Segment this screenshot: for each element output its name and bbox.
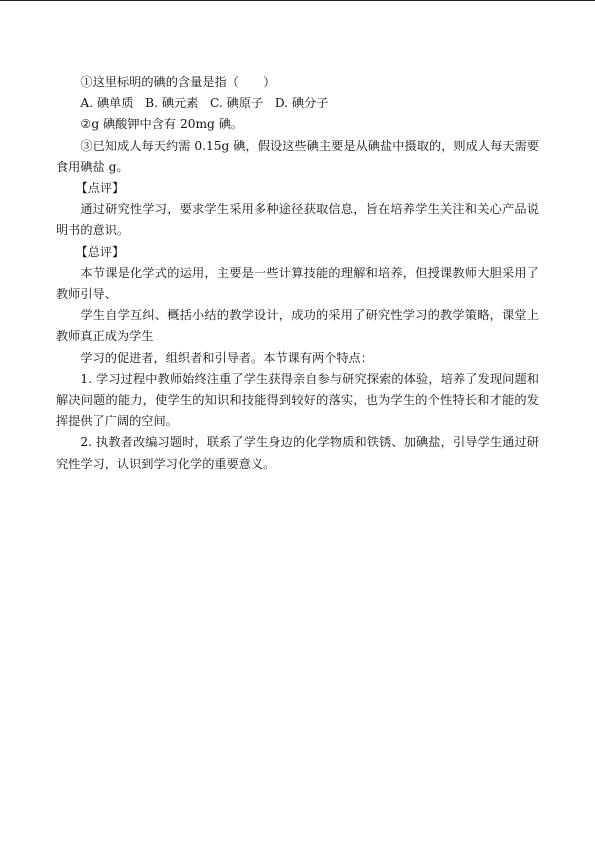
question-1: ①这里标明的碘的含量是指（ ） — [80, 75, 276, 89]
question-2: ②g 碘酸钾中含有 20mg 碘。 — [80, 117, 244, 132]
summary-heading: 【总评】 — [75, 244, 125, 259]
question-1-choices: A. 碘单质 B. 碘元素 C. 碘原子 D. 碘分子 — [80, 96, 329, 111]
question-3: ③已知成人每天约需 0.15g 碘，假设这些碘主要是从碘盐中摄取的，则成人每天需要食用碘盐 g。 — [56, 138, 539, 174]
document-body — [56, 72, 539, 475]
feature-point-1: 1. 学习过程中教师始终注重了学生获得亲自参与研究探索的体验，培养了发现问题和解决问题的能力，使学生的知识和技能得到较好的落实，也为学生的个性特长和才能的发挥提供了广阔的空间。 — [56, 371, 539, 429]
comment-text: 通过研究性学习，要求学生采用多种途径获取信息，旨在培养学生关注和关心产品说明书的意识。 — [56, 202, 539, 238]
summary-paragraph-1: 本节课是化学式的运用，主要是一些计算技能的理解和培养，但授课教师大胆采用了教师引导、 — [56, 265, 539, 302]
page-top-rule — [0, 0, 595, 1]
feature-point-2: 2. 执教者改编习题时，联系了学生身边的化学物质和铁锈、加碘盐，引导学生通过研究性学习，认识到学习化学的重要意义。 — [56, 435, 539, 471]
summary-paragraph-2: 学生自学互纠、概括小结的教学设计，成功的采用了研究性学习的教学策略，课堂上教师真正成为学生 — [56, 308, 539, 344]
comment-heading: 【点评】 — [75, 181, 125, 196]
summary-paragraph-3: 学习的促进者，组织者和引导者。本节课有两个特点： — [80, 350, 373, 365]
